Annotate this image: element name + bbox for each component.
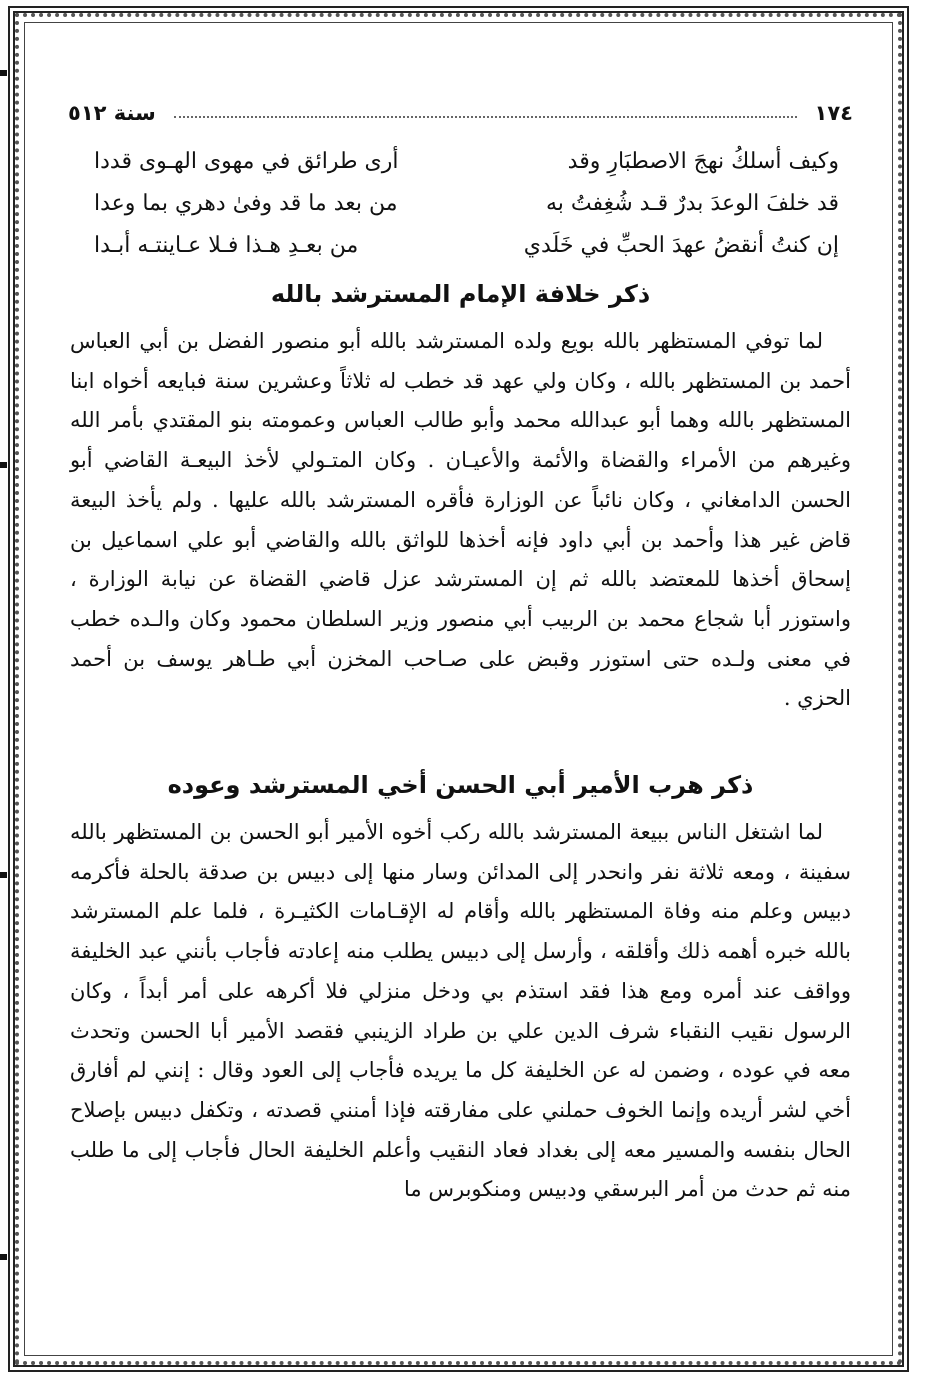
edge-mark bbox=[0, 462, 7, 468]
poem bbox=[68, 140, 853, 266]
edge-mark bbox=[0, 1254, 7, 1260]
section-paragraph: لما توفي المستظهر بالله بويع ولده المسترشد بالله أبو منصور الفضل بن أبي العباس أحمد بن المستظهر بالله ، وكان ولي عهد قد خطب له ثلاثاً وعشرين سنة فبايعه أخواه ابنا المستظهر بالله وهما أبو عبدالله محمد وأبو طالب العباس وعمومته بنو المقتدي بأمر الله وغيرهم من الأمراء والقضاة والأئمة والأعيـان . وكان المتـولي لأخذ البيعـة القاضي أبو الحسن الدامغاني ، وكان نائباً عن الوزارة فأقره المسترشد بالله عليها . ولم يأخذ البيعة قاض غير هذا وأحمد بن أبي داود فإنه أخذها للواثق بالله والقاضي أبو علي اسماعيل بن إسحاق أخذها للمعتضد بالله ثم إن المسترشد عزل قاضي القضاة عن نيابة الوزارة ، واستوزر أبا شجاع محمد بن الربيب أبي منصور وزير السلطان محمود وكان والـده خطب في معنى ولـده حتى استوزر وقبض على صـاحب المخزن أبي طـاهر يوسف بن أحمد الحزي . bbox=[70, 329, 851, 711]
header-leader-dots bbox=[174, 116, 797, 118]
edge-mark bbox=[0, 872, 7, 878]
section-spacer bbox=[68, 719, 853, 757]
edge-mark bbox=[0, 70, 7, 76]
running-header bbox=[68, 88, 853, 138]
verse-second-hemistich: من بعد ما قد وفىٰ دهري بما وعدا bbox=[94, 190, 398, 216]
section-title: ذكر هرب الأمير أبي الحسن أخي المسترشد وعوده bbox=[167, 771, 754, 800]
year-label: سنة ٥١٢ bbox=[68, 101, 156, 125]
page-number: ١٧٤ bbox=[814, 101, 853, 125]
verse-first-hemistich: قد خلفَ الوعدَ بدرٌ قـد شُغِفتُ به bbox=[545, 190, 839, 216]
poem-verse bbox=[68, 224, 853, 266]
section-paragraph: لما اشتغل الناس ببيعة المسترشد بالله ركب أخوه الأمير أبو الحسن بن المستظهر بالله سفينة ، ومعه ثلاثة نفر وانحدر إلى المدائن وسار منها إلى دبيس بن صدقة بالحلة فأكرمه دبيس وعلم منه وفاة المستظهر بالله وأقام له الإقـامات الكثيـرة ، فلما علم المسترشد بالله خبره أهمه ذلك وأقلقه ، وأرسل إلى دبيس يطلب منه إعادته فأجاب بأنني عبد الخليفة وواقف عند أمره ومع هذا فقد استذم بي ودخل منزلي فلا أكرهه على أمر أبداً ، وكان الرسول نقيب النقباء شرف الدين علي بن طراد الزينبي فقصد الأمير أبا الحسن وتحدث معه في عوده ، وضمن له عن الخليفة كل ما يريده فأجاب إلى العود وقال : إنني لم أفارق أخي لشر أريده وإنما الخوف حملني على مفارقته فإذا أمنني قصدته ، وتكفل دبيس بإصلاح الحال بنفسه والمسير معه إلى بغداد فعاد النقيب وأعلم الخليفة الحال فأجاب إلى ما طلب منه ثم حدث من أمر البرسقي ودبيس ومنكوبرس ما bbox=[70, 820, 851, 1202]
verse-first-hemistich: إن كنتُ أنقضُ عهدَ الحبِّ في خَلَدي bbox=[523, 232, 839, 258]
verse-second-hemistich: من بعـدِ هـذا فـلا عـاينتـه أبـدا bbox=[94, 232, 359, 258]
section-title: ذكر خلافة الإمام المسترشد بالله bbox=[270, 280, 651, 308]
poem-verse bbox=[68, 140, 853, 182]
verse-first-hemistich: وكيف أسلكُ نهجَ الاصطبَارِ وقد bbox=[567, 148, 839, 174]
page-content bbox=[68, 88, 853, 1350]
verse-second-hemistich: أرى طرائق في مهوى الهـوى قددا bbox=[94, 148, 399, 174]
poem-verse bbox=[68, 182, 853, 224]
